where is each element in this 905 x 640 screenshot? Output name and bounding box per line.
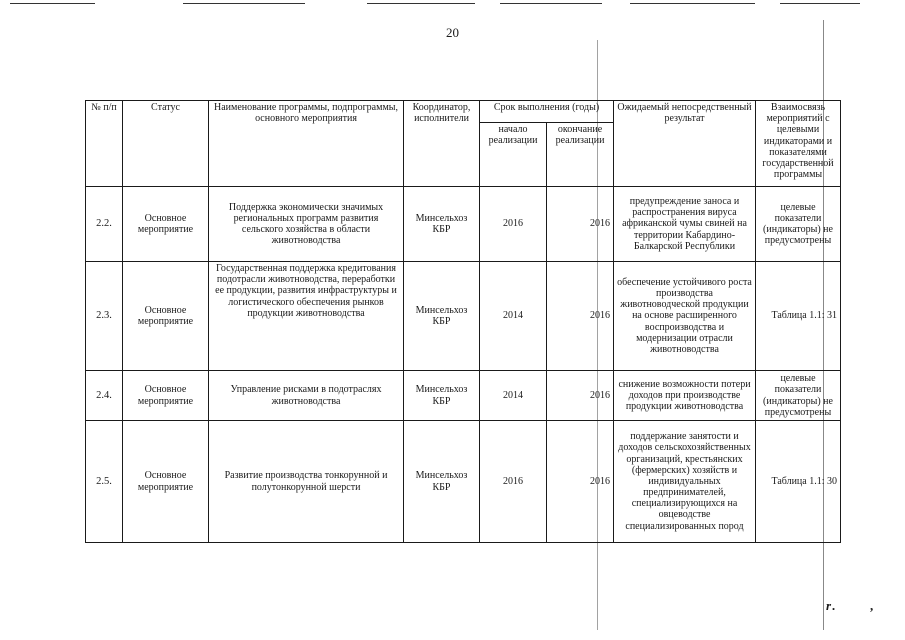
row-end: 2016: [547, 371, 614, 421]
handwritten-mark: r.: [826, 598, 838, 613]
row-end: 2016: [547, 187, 614, 262]
row-coordinator: Минсельхоз КБР: [404, 371, 480, 421]
table-row: [86, 262, 841, 371]
scan-edge-line: [500, 3, 602, 4]
header-status: Статус: [123, 101, 209, 187]
row-link: целевые показатели (индикаторы) не предусмотрены: [756, 187, 841, 262]
row-end: 2016: [547, 421, 614, 543]
scan-edge-line: [367, 3, 475, 4]
row-num: 2.4.: [86, 371, 123, 421]
header-term: Срок выполнения (годы): [480, 101, 614, 123]
row-status: Основное мероприятие: [123, 421, 209, 543]
row-name: Развитие производства тонкорунной и полутонкорунной шерсти: [209, 421, 404, 543]
page-number: 20: [446, 25, 459, 40]
row-coordinator: Минсельхоз КБР: [404, 262, 480, 371]
scan-edge-line: [630, 3, 755, 4]
row-num: 2.3.: [86, 262, 123, 371]
row-name: Управление рисками в подотраслях животноводства: [209, 371, 404, 421]
row-result: предупреждение заноса и распространения вируса африканской чумы свиней на территории Кабардино-Балкарской Республики: [614, 187, 756, 262]
row-result: обеспечение устойчивого роста производства животноводческой продукции на основе расширенного воспроизводства и модернизации отрасли животноводства: [614, 262, 756, 371]
row-coordinator: Минсельхоз КБР: [404, 421, 480, 543]
row-status: Основное мероприятие: [123, 187, 209, 262]
scan-edge-line: [780, 3, 860, 4]
header-end: окончание реализации: [547, 123, 614, 187]
row-link: целевые показатели (индикаторы) не предусмотрены: [756, 371, 841, 421]
row-start: 2014: [480, 262, 547, 371]
row-num: 2.5.: [86, 421, 123, 543]
row-name: Поддержка экономически значимых региональных программ развития сельского хозяйства в области животноводства: [209, 187, 404, 262]
row-status: Основное мероприятие: [123, 371, 209, 421]
program-activities-table: [85, 100, 841, 543]
scan-edge-line: [10, 3, 95, 4]
table-row: [86, 421, 841, 543]
row-coordinator: Минсельхоз КБР: [404, 187, 480, 262]
row-start: 2016: [480, 187, 547, 262]
row-status: Основное мероприятие: [123, 262, 209, 371]
row-start: 2016: [480, 421, 547, 543]
row-name: Государственная поддержка кредитования подотрасли животноводства, переработки ее продукции, развития инфраструктуры и логистического обеспечения рынков продукции животноводства: [209, 262, 404, 371]
scan-edge-line: [183, 3, 305, 4]
row-result: снижение возможности потери доходов при производстве продукции животноводства: [614, 371, 756, 421]
header-coordinator: Координатор, исполнители: [404, 101, 480, 187]
row-end: 2016: [547, 262, 614, 371]
handwritten-mark: ,: [870, 598, 874, 613]
header-name: Наименование программы, подпрограммы, основного мероприятия: [209, 101, 404, 187]
header-start: начало реализации: [480, 123, 547, 187]
header-num: № п/п: [86, 101, 123, 187]
row-link: Таблица 1.1: 30: [756, 421, 841, 543]
row-start: 2014: [480, 371, 547, 421]
row-num: 2.2.: [86, 187, 123, 262]
header-result: Ожидаемый непосредственный результат: [614, 101, 756, 187]
row-result: поддержание занятости и доходов сельскохозяйственных организаций, крестьянских (фермерских) хозяйств и индивидуальных предпринимателей, специализирующихся на овцеводстве специализированных пород: [614, 421, 756, 543]
header-link: Взаимосвязь мероприятий с целевыми индикаторами и показателями государственной программы: [756, 101, 841, 187]
table-row: [86, 371, 841, 421]
table-row: [86, 187, 841, 262]
row-link: Таблица 1.1: 31: [756, 262, 841, 371]
